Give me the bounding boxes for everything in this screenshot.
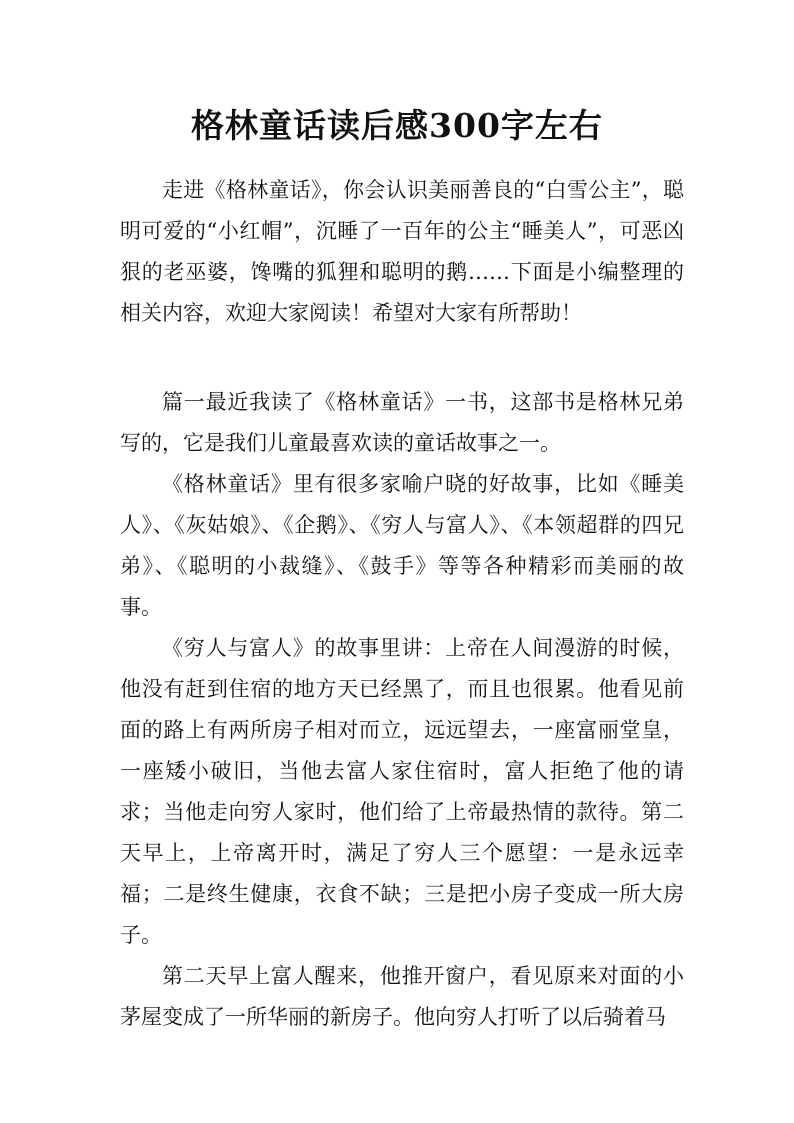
paragraph-1: 篇一最近我读了《格林童话》一书，这部书是格林兄弟写的，它是我们儿童最喜欢读的童话故事之一。 — [120, 390, 684, 455]
intro-paragraph: 走进《格林童话》，你会认识美丽善良的“白雪公主”，聪明可爱的“小红帽”，沉睡了一百年的公主“睡美人”，可恶凶狠的老巫婆，馋嘴的狐狸和聪明的鹅……下面是小编整理的相关内容，欢迎大家阅读！希望对大家有所帮助！ — [120, 178, 684, 325]
paragraph-2: 《格林童话》里有很多家喻户晓的好故事，比如《睡美人》、《灰姑娘》、《企鹅》、《穷人与富人》、《本领超群的四兄弟》、《聪明的小裁缝》、《鼓手》等等各种精彩而美丽的故事。 — [120, 472, 684, 619]
paragraph-3: 《穷人与富人》的故事里讲：上帝在人间漫游的时候，他没有赶到住宿的地方天已经黑了，而且也很累。他看见前面的路上有两所房子相对而立，远远望去，一座富丽堂皇，一座矮小破旧，当他去富人家住宿时，富人拒绝了他的请求；当他走向穷人家时，他们给了上帝最热情的款待。第二天早上，上帝离开时，满足了穷人三个愿望：一是永远幸福；二是终生健康，衣食不缺；三是把小房子变成一所大房子。 — [120, 636, 684, 947]
article-body — [120, 382, 684, 1038]
intro-section — [120, 170, 684, 334]
page-title: 格林童话读后感300字左右 — [191, 106, 603, 145]
paragraph-4: 第二天早上富人醒来，他推开窗户，看见原来对面的小茅屋变成了一所华丽的新房子。他向穷人打听了以后骑着马 — [120, 964, 684, 1029]
